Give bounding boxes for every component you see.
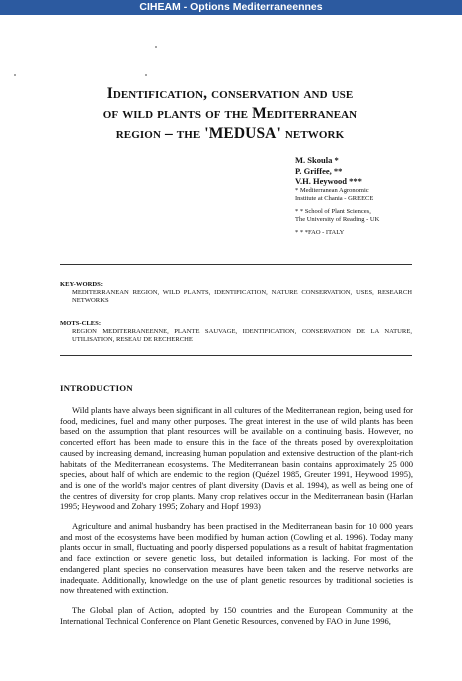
affiliation-line: * * *FAO - ITALY [295,228,345,236]
paragraph: Agriculture and animal husbandry has been practised in the Mediterranean basin for 10 000 years and most of the ecosystems have been modified by human action (Cowling et al. 1996). Today many plants occur in small, fluctuating and poorly dispersed populations as a result of habitat fragmentation and face extinction or severe genetic loss, but detailed information is lacking. For most of the endangered plant species no conservation measures have been taken and the reserve networks are inadequate. Additionally, knowledge on the use of plant genetic resources by traditional societies is now threatened with extinction. [60,521,413,596]
author-name: M. Skoula * [295,155,339,165]
paper-title [60,84,400,144]
author-name: P. Griffee, ** [295,165,343,176]
title-line: of wild plants of the Mediterranean [102,105,358,122]
header-banner: CIHEAM - Options Mediterraneennes [0,0,462,15]
keywords-block [60,281,412,306]
affiliation-line: The University of Reading - UK [295,216,380,223]
keywords-label: KEY-WORDS: [60,281,103,288]
author-name: V.H. Heywood *** [295,176,362,186]
introduction-body [60,405,413,635]
mots-cles-label: MOTS-CLES: [60,320,102,327]
paragraph: Wild plants have always been significant in all cultures of the Mediterranean region, being used for food, medicines, fuel and many other purposes. The great interest in the use of wild plants has been based on the assumption that plant resources will be available on a continuing basis. However, no concerted effort has been made to ensure this in the face of the threats posed by overexploitation caused by increasing demand, increasing human population and extensive destruction of the plant-rich habitats of the Mediterranean ecosystems. The Mediterranean basin contains approximately 25 000 species, about half of which are endemic to the region (Quézel 1985, Greuter 1991, Heywood 1995), and is one of the world's major centres of plant diversity (Davis et al. 1994), as well as being one of the centres of diversity for crop plants. Many crop relatives occur in the Mediterranean basin (Harlan 1995; Heywood and Zohary 1995; Zohary and Hopf 1993) [60,405,413,512]
scan-speck [145,74,147,76]
mots-cles-block [60,320,412,345]
author-block [295,155,455,237]
affiliation-line: Institute at Chania - GREECE [295,195,374,202]
affiliation-line: * Mediterranean Agronomic [295,186,369,194]
scan-speck [155,46,157,48]
divider [60,355,412,356]
title-line: region – the 'MEDUSA' network [115,125,345,142]
divider [60,264,412,265]
affiliation-line: * * School of Plant Sciences, [295,207,371,215]
paragraph: The Global plan of Action, adopted by 150 countries and the European Community at the International Technical Conference on Plant Genetic Resources, convened by FAO in June 1996, [60,604,413,626]
mots-cles-text: REGION MEDITERRANEENNE, PLANTE SAUVAGE, IDENTIFICATION, CONSERVATION DE LA NATURE, UTILISATION, RESEAU DE RECHERCHE [72,328,412,344]
title-line: Identification, conservation and use [106,85,354,102]
section-heading: INTRODUCTION [60,383,133,393]
keywords-text: MEDITERRANEAN REGION, WILD PLANTS, IDENTIFICATION, NATURE CONSERVATION, USES, RESEARCH NETWORKS [72,289,412,305]
scan-speck [14,74,16,76]
